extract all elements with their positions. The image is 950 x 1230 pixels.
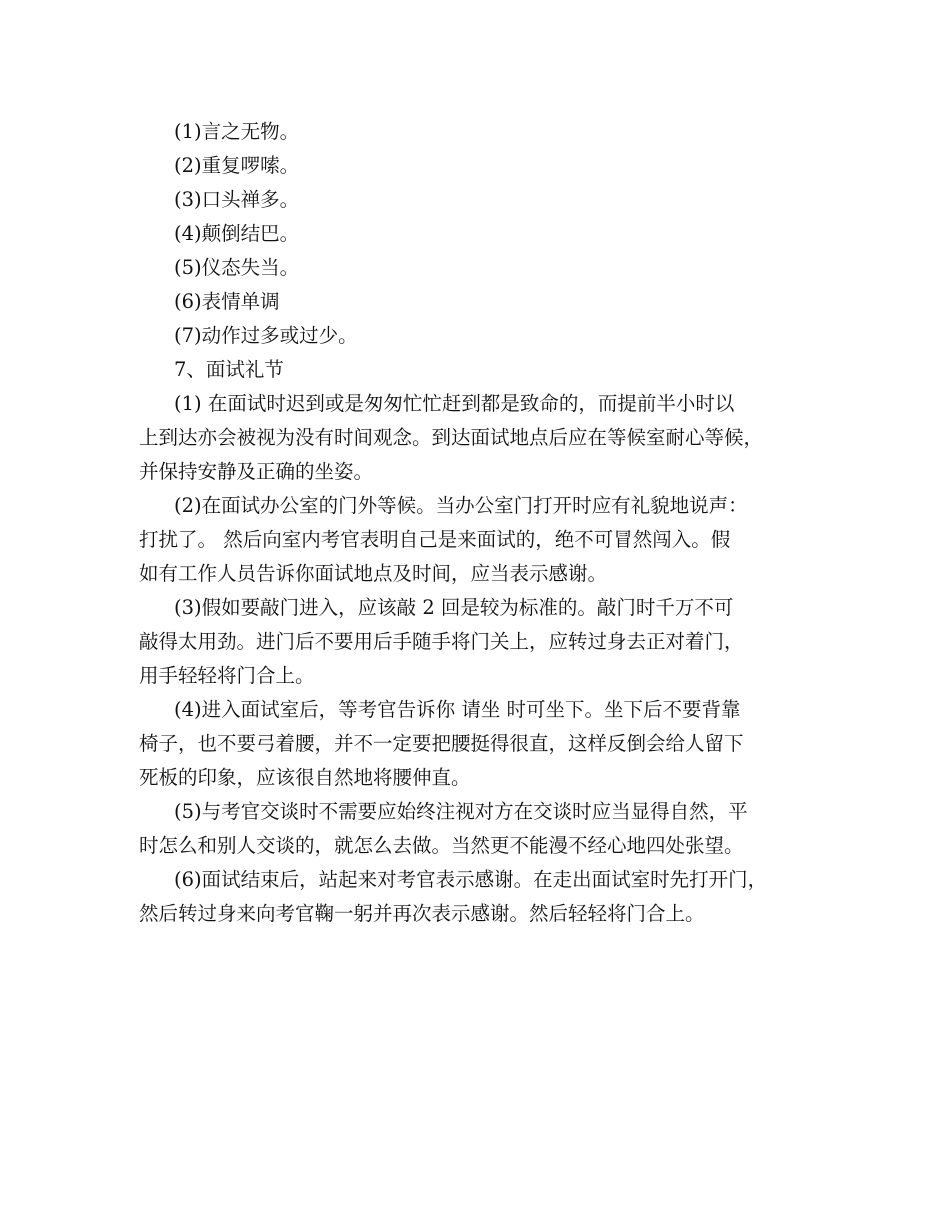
section-heading: 7、面试礼节: [174, 358, 284, 381]
list-item: (1)言之无物。: [174, 120, 300, 143]
paragraph-line: (1) 在面试时迟到或是匆匆忙忙赶到都是致命的，而提前半小时以: [174, 392, 735, 415]
paragraph-line: 并保持安静及正确的坐姿。: [139, 460, 374, 483]
paragraph-2: [139, 489, 814, 591]
document-body: [139, 115, 814, 931]
list-item: (4)颠倒结巴。: [174, 222, 300, 245]
list-item: (3)口头禅多。: [174, 188, 300, 211]
paragraph-line: (2)在面试办公室的门外等候。当办公室门打开时应有礼貌地说声：: [174, 494, 748, 517]
paragraph-line: 然后转过身来向考官鞠一躬并再次表示感谢。然后轻轻将门合上。: [139, 902, 705, 925]
paragraph-line: (3)假如要敲门进入，应该敲 2 回是较为标准的。敲门时千万不可: [174, 596, 734, 619]
list-item: (7)动作过多或过少。: [174, 324, 358, 347]
paragraph-line: 如有工作人员告诉你面试地点及时间，应当表示感谢。: [139, 562, 608, 585]
list-item: (2)重复啰嗦。: [174, 154, 300, 177]
list-item: (6)表情单调: [174, 290, 280, 313]
paragraph-5: [139, 795, 814, 863]
paragraph-6: [139, 863, 814, 931]
paragraph-line: 敲得太用劲。进门后不要用后手随手将门关上，应转过身去正对着门，: [139, 630, 744, 653]
paragraph-line: 打扰了。 然后向室内考官表明自己是来面试的，绝不可冒然闯入。假: [139, 528, 731, 551]
paragraph-4: [139, 693, 814, 795]
paragraph-1: [139, 387, 814, 489]
paragraph-line: 用手轻轻将门合上。: [139, 664, 315, 687]
paragraph-line: 椅子，也不要弓着腰，并不一定要把腰挺得很直，这样反倒会给人留下: [139, 732, 744, 755]
paragraph-3: [139, 591, 814, 693]
paragraph-line: 上到达亦会被视为没有时间观念。到达面试地点后应在等候室耐心等候，: [139, 426, 764, 449]
list-item: (5)仪态失当。: [174, 256, 300, 279]
paragraph-line: 死板的印象，应该很自然地将腰伸直。: [139, 766, 471, 789]
paragraph-line: (4)进入面试室后，等考官告诉你 请坐 时可坐下。坐下后不要背靠: [174, 698, 741, 721]
paragraph-line: (5)与考官交谈时不需要应始终注视对方在交谈时应当显得自然，平: [174, 800, 748, 823]
paragraph-line: (6)面试结束后，站起来对考官表示感谢。在走出面试室时先打开门，: [174, 868, 768, 891]
paragraph-line: 时怎么和别人交谈的，就怎么去做。当然更不能漫不经心地四处张望。: [139, 834, 744, 857]
